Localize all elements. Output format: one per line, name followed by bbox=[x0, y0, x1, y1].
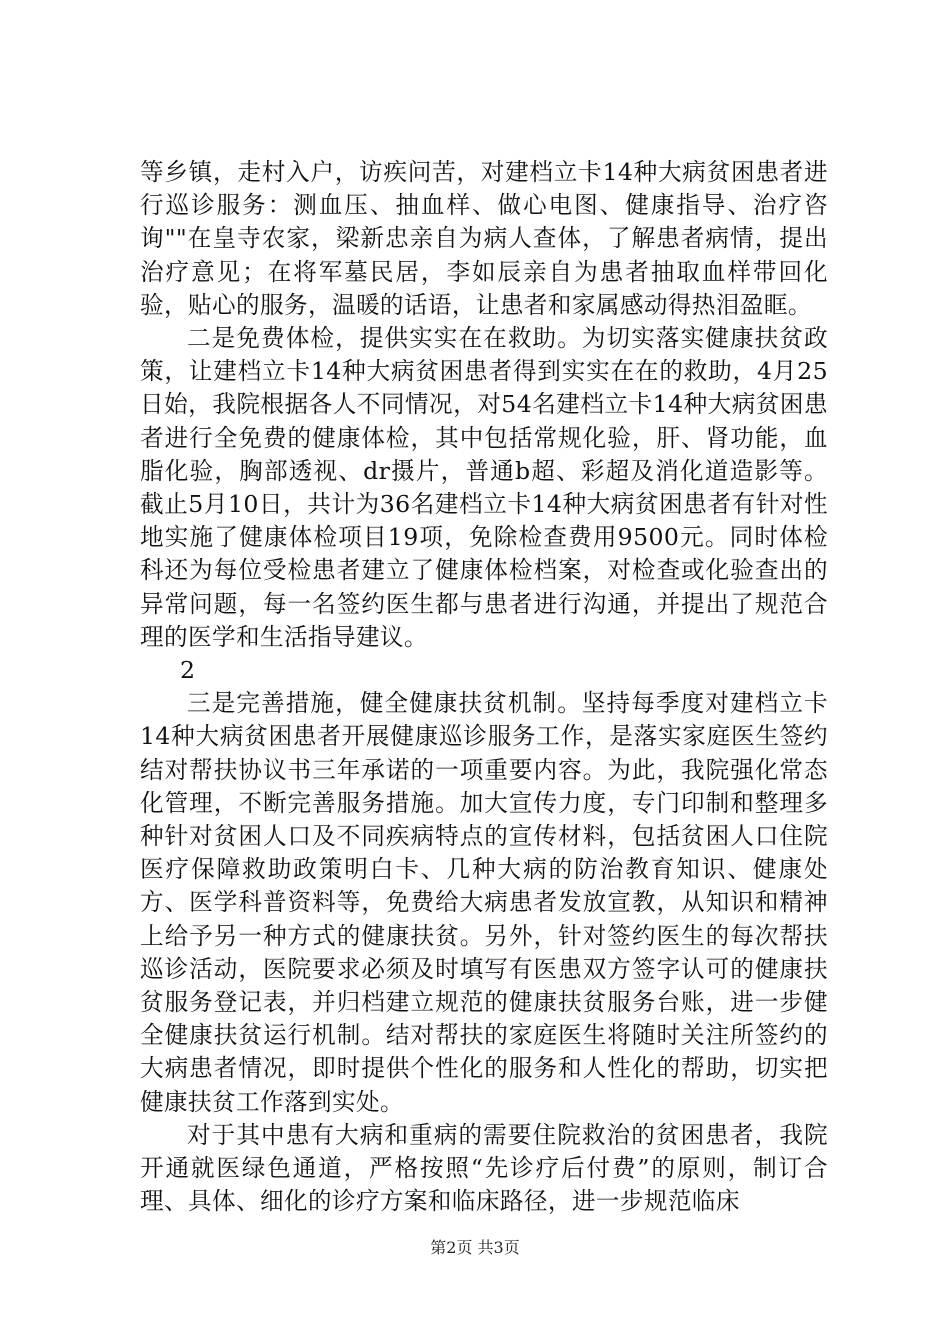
inline-page-number: 2 bbox=[180, 656, 196, 685]
paragraph-continuation: 等乡镇，走村入户，访疾问苦，对建档立卡14种大病贫困患者进行巡诊服务：测血压、抽血样、做心电图、健康指导、治疗咨询""在皇寺农家，梁新忠亲自为病人查体，了解患者病情，提出治疗意见；在将军墓民居，李如辰亲自为患者抽取血样带回化验，贴心的服务，温暖的话语，让患者和家属感动得热泪盈眶。 bbox=[140, 158, 828, 319]
page-footer: 第2页 共3页 bbox=[430, 1238, 520, 1257]
paragraph-green-channel: 对于其中患有大病和重病的需要住院救治的贫困患者，我院开通就医绿色通道，严格按照“先诊疗后付费”的原则，制订合理、具体、细化的诊疗方案和临床路径，进一步规范临床 bbox=[140, 1120, 828, 1216]
paragraph-improve-measures: 三是完善措施，健全健康扶贫机制。坚持每季度对建档立卡14种大病贫困患者开展健康巡诊服务工作，是落实家庭医生签约结对帮扶协议书三年承诺的一项重要内容。为此，我院强化常态化管理，不断完善服务措施。加大宣传力度，专门印制和整理多种针对贫困人口及不同疾病特点的宣传材料，包括贫困人口住院医疗保障救助政策明白卡、几种大病的防治教育知识、健康处方、医学科普资料等，免费给大病患者发放宣教，从知识和精神上给予另一种方式的健康扶贫。另外，针对签约医生的每次帮扶巡诊活动，医院要求必须及时填写有医患双方签字认可的健康扶贫服务登记表，并归档建立规范的健康扶贫服务台账，进一步健全健康扶贫运行机制。结对帮扶的家庭医生将随时关注所签约的大病患者情况，即时提供个性化的服务和人性化的帮助，切实把健康扶贫工作落到实处。 bbox=[140, 689, 828, 1116]
document-body bbox=[140, 156, 828, 1219]
paragraph-free-checkup: 二是免费体检，提供实实在在救助。为切实落实健康扶贫政策，让建档立卡14种大病贫困患者得到实实在在的救助，4月25日始，我院根据各人不同情况，对54名建档立卡14种大病贫困患者进行全免费的健康体检，其中包括常规化验，肝、肾功能，血脂化验，胸部透视、dr摄片，普通b超、彩超及消化道造影等。截止5月10日，共计为36名建档立卡14种大病贫困患者有针对性地实施了健康体检项目19项，免除检查费用9500元。同时体检科还为每位受检患者建立了健康体检档案，对检查或化验查出的异常问题，每一名签约医生都与患者进行沟通，并提出了规范合理的医学和生活指导建议。 bbox=[140, 324, 828, 651]
